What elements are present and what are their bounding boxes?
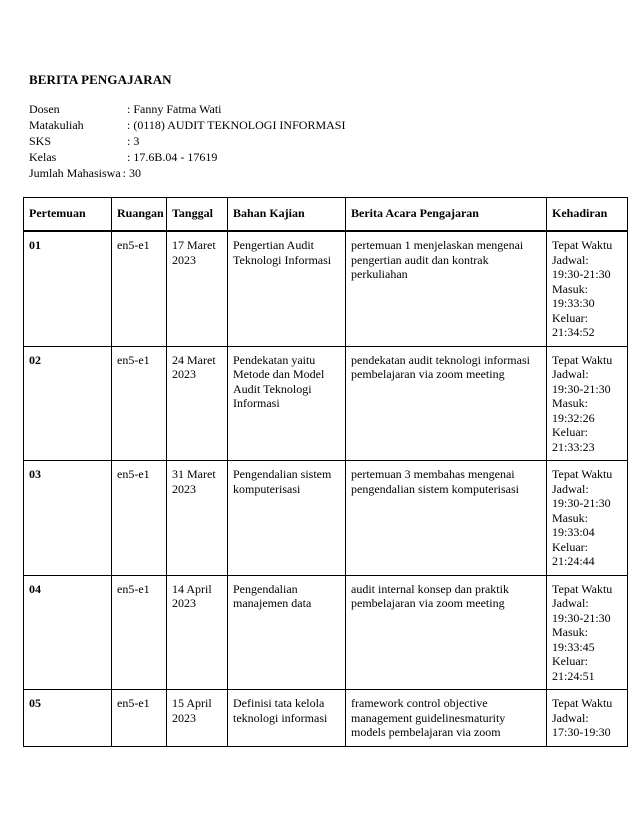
attendance-check-in: Masuk: 19:33:45: [552, 625, 595, 654]
cell-tanggal: 15 April 2023: [167, 690, 228, 747]
info-separator: :: [122, 166, 126, 180]
info-row-jumlah-mahasiswa: [29, 165, 345, 181]
cell-kehadiran: [547, 346, 628, 461]
info-label: SKS: [29, 134, 52, 148]
attendance-status: Tepat Waktu: [552, 467, 613, 481]
attendance-check-in: Masuk: 19:33:30: [552, 281, 595, 310]
attendance-check-out: Keluar: 21:24:44: [552, 539, 595, 568]
attendance-status: Tepat Waktu: [552, 352, 613, 367]
info-value: (0118) AUDIT TEKNOLOGI INFORMASI: [133, 118, 346, 132]
cell-pertemuan: 01: [24, 231, 112, 346]
info-separator: :: [127, 150, 131, 164]
table-row: [24, 461, 628, 576]
info-separator: :: [127, 118, 131, 132]
cell-ruangan: en5-e1: [112, 231, 167, 346]
cell-berita-acara: framework control objective management guidelinesmaturity models pembelajaran via zoom: [346, 690, 547, 747]
header-berita-acara: Berita Acara Pengajaran: [346, 198, 547, 232]
attendance-check-out: Keluar: 21:33:23: [552, 425, 595, 454]
cell-kehadiran: [547, 575, 628, 690]
cell-tanggal: 17 Maret 2023: [167, 231, 228, 346]
cell-tanggal: 14 April 2023: [167, 575, 228, 690]
cell-berita-acara: pertemuan 3 membahas mengenai pengendalian sistem komputerisasi: [346, 461, 547, 576]
attendance-schedule: Jadwal: 19:30-21:30: [552, 252, 611, 281]
attendance-schedule: Jadwal: 17:30-19:30: [552, 710, 611, 739]
attendance-status: Tepat Waktu: [552, 581, 613, 596]
cell-bahan-kajian: Pendekatan yaitu Metode dan Model Audit Teknologi Informasi: [228, 346, 346, 461]
cell-pertemuan: 04: [24, 575, 112, 690]
attendance-check-out: Keluar: 21:24:51: [552, 654, 595, 683]
teaching-report-table: [23, 197, 628, 747]
cell-tanggal: 24 Maret 2023: [167, 346, 228, 461]
attendance-status: Tepat Waktu: [552, 238, 613, 252]
attendance-check-in: Masuk: 19:33:04: [552, 510, 595, 539]
cell-bahan-kajian: Pengendalian manajemen data: [228, 575, 346, 690]
cell-berita-acara: audit internal konsep dan praktik pembelajaran via zoom meeting: [346, 575, 547, 690]
info-separator: :: [127, 134, 131, 148]
info-label: Dosen: [29, 102, 60, 116]
table-row: [24, 346, 628, 461]
info-label: Kelas: [29, 150, 57, 164]
table-header-row: [24, 198, 628, 232]
cell-berita-acara: pertemuan 1 menjelaskan mengenai pengertian audit dan kontrak perkuliahan: [346, 231, 547, 346]
cell-ruangan: en5-e1: [112, 575, 167, 690]
cell-ruangan: en5-e1: [112, 461, 167, 576]
info-label: Matakuliah: [29, 118, 84, 132]
cell-kehadiran: [547, 231, 628, 346]
info-row-matakuliah: [29, 117, 345, 133]
attendance-schedule: Jadwal: 19:30-21:30: [552, 596, 611, 625]
cell-bahan-kajian: Definisi tata kelola teknologi informasi: [228, 690, 346, 747]
cell-berita-acara: pendekatan audit teknologi informasi pembelajaran via zoom meeting: [346, 346, 547, 461]
cell-ruangan: en5-e1: [112, 346, 167, 461]
table-row: [24, 575, 628, 690]
cell-kehadiran: [547, 461, 628, 576]
attendance-status: Tepat Waktu: [552, 696, 613, 710]
info-row-dosen: [29, 101, 345, 117]
attendance-schedule: Jadwal: 19:30-21:30: [552, 481, 611, 510]
info-separator: :: [127, 102, 131, 116]
attendance-check-in: Masuk: 19:32:26: [552, 396, 595, 425]
cell-kehadiran: [547, 690, 628, 747]
header-tanggal: Tanggal: [167, 198, 228, 232]
document-info: [29, 101, 345, 181]
attendance-schedule: Jadwal: 19:30-21:30: [552, 367, 611, 396]
table-row: [24, 231, 628, 346]
info-row-kelas: [29, 149, 345, 165]
info-label: Jumlah Mahasiswa: [29, 166, 121, 180]
header-bahan-kajian: Bahan Kajian: [228, 198, 346, 232]
table-row: [24, 690, 628, 747]
header-ruangan: Ruangan: [112, 198, 167, 232]
info-value: Fanny Fatma Wati: [133, 102, 222, 116]
header-pertemuan: Pertemuan: [24, 198, 112, 232]
attendance-check-out: Keluar: 21:34:52: [552, 310, 595, 339]
info-value: 17.6B.04 - 17619: [133, 150, 218, 164]
document-title: BERITA PENGAJARAN: [29, 72, 172, 87]
cell-bahan-kajian: Pengendalian sistem komputerisasi: [228, 461, 346, 576]
cell-tanggal: 31 Maret 2023: [167, 461, 228, 576]
info-value: 3: [133, 134, 140, 148]
cell-pertemuan: 05: [24, 690, 112, 747]
header-kehadiran: Kehadiran: [547, 198, 628, 232]
cell-bahan-kajian: Pengertian Audit Teknologi Informasi: [228, 231, 346, 346]
cell-pertemuan: 03: [24, 461, 112, 576]
info-row-sks: [29, 133, 345, 149]
cell-pertemuan: 02: [24, 346, 112, 461]
cell-ruangan: en5-e1: [112, 690, 167, 747]
info-value: 30: [129, 166, 141, 180]
